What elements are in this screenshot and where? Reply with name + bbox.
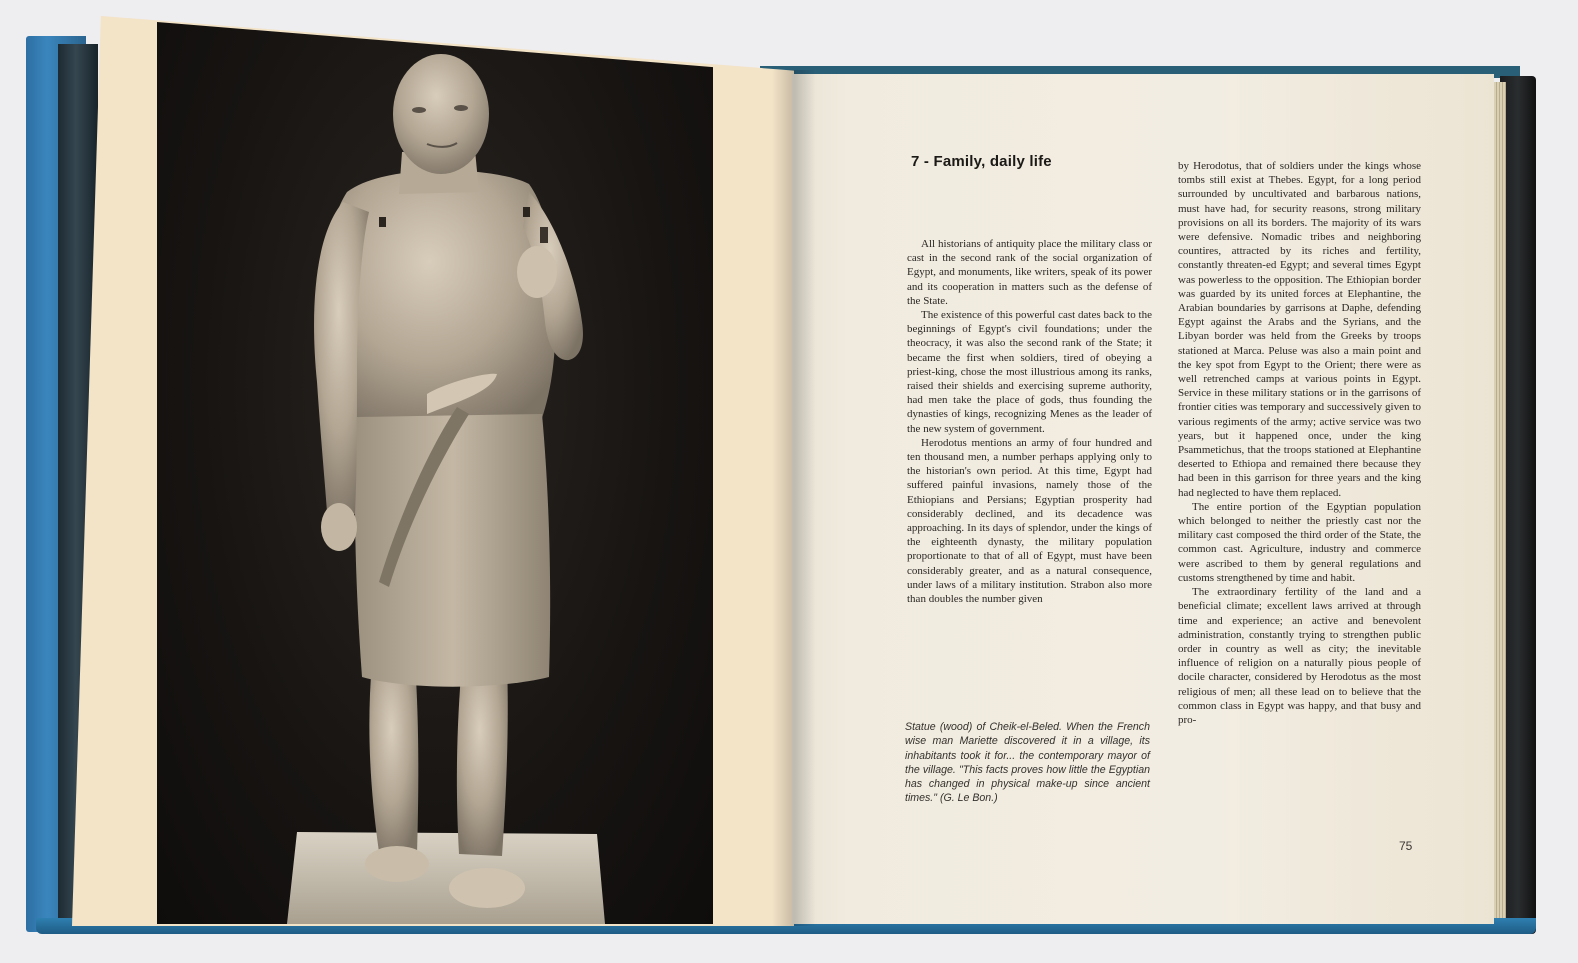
text-column-right: [1178, 159, 1421, 727]
text-column-left: [907, 237, 1152, 606]
book-gutter-shadow: [772, 70, 816, 926]
paragraph: by Herodotus, that of soldiers under the kings whose tombs still exist at Thebes. Egypt, for a long period surrounded by uncultivated and barbarous nations, must have had, for security reasons, strong military provisions on all its borders. The majority of its wars were defensive. Nomadic tribes and neighboring countires, attracted by its riches and fertility, constantly threaten-ed Egypt; and several times Egypt was powerless to the opposition. The Ethiopian border was guarded by its united forces at Elephantine, the Arabian boundaries by garrisons at Daphe, defending Egypt against the Arabs and the Syrians, and the Libyan border was held from the Greeks by troops stationed at Marca. Peluse was also a main point and the key spot from Egypt to the Orient; there were as well retrenched camps at various points in Egypt. Service in these military stations or in the garrisons of frontier cities was temporary and successively given to various regiments of the army; active service was two years, but it happened once, under the king Psammetichus, that the troops stationed at Elephantine deserted to Ethiopa and remained there because they had been in this garrison for three years and the king had neglected to have them replaced.: [1178, 160, 1421, 499]
statue-illustration: [157, 22, 713, 924]
paragraph: The entire portion of the Egyptian population which belonged to neither the priestly cast nor the military cast composed the third order of the State, the common cast. Agriculture, industry and commerce were ascribed to them by general regulations and customs strengthened by time and habit.: [1178, 500, 1421, 584]
chapter-heading: 7 - Family, daily life: [911, 153, 1052, 170]
statue-photograph: [157, 22, 713, 924]
page-number: 75: [1399, 839, 1413, 853]
paragraph: The extraordinary fertility of the land and a beneficial climate; excellent laws arrived at through time and experience; an active and benevolent administration, constantly trying to strengthen public order in country as well as city; the inevitable influence of religion on a naturally pious people of docile character, considered by Herodotus as the most religious of men; all these lead on to believe that the common class in Egypt was happy, and that busy and pro-: [1178, 586, 1421, 726]
paragraph: The existence of this powerful cast dates back to the beginnings of Egypt's civil foundations; under the theocracy, it was also the second rank of the State; it became the first when soldiers, tired of obeying a priest-king, chose the most illustrious among its ranks, raised their shields and exercising supreme authority, had men take the place of gods, thus founding the dynasties of kings, recognizing Menes as the leader of the new system of government.: [907, 309, 1152, 435]
paragraph: All historians of antiquity place the military class or cast in the second rank of the social organization of Egypt, and monuments, like writers, speak of its power and its cooperation in matters such as the defense of the State.: [907, 238, 1152, 307]
paragraph: Herodotus mentions an army of four hundred and ten thousand men, a number perhaps applying only to the historian's own period. At this time, Egypt had suffered painful invasions, namely those of the Ethiopians and Persians; Egyptian prosperity had considerably declined, and its decadence was approaching. In its days of splendor, under the kings of the eighteenth dynasty, the military population proportionate to that of all of Egypt, must have been considerably greater, and as a natural consequence, under laws of a military institution. Strabon also more than doubles the number given: [907, 436, 1152, 606]
photo-caption: Statue (wood) of Cheik-el-Beled. When the French wise man Mariette discovered it in a village, its inhabitants took it for... the contemporary mayor of the village. "This facts proves how little the Egyptian has changed in physical make-up since ancient times." (G. Le Bon.): [905, 721, 1150, 805]
